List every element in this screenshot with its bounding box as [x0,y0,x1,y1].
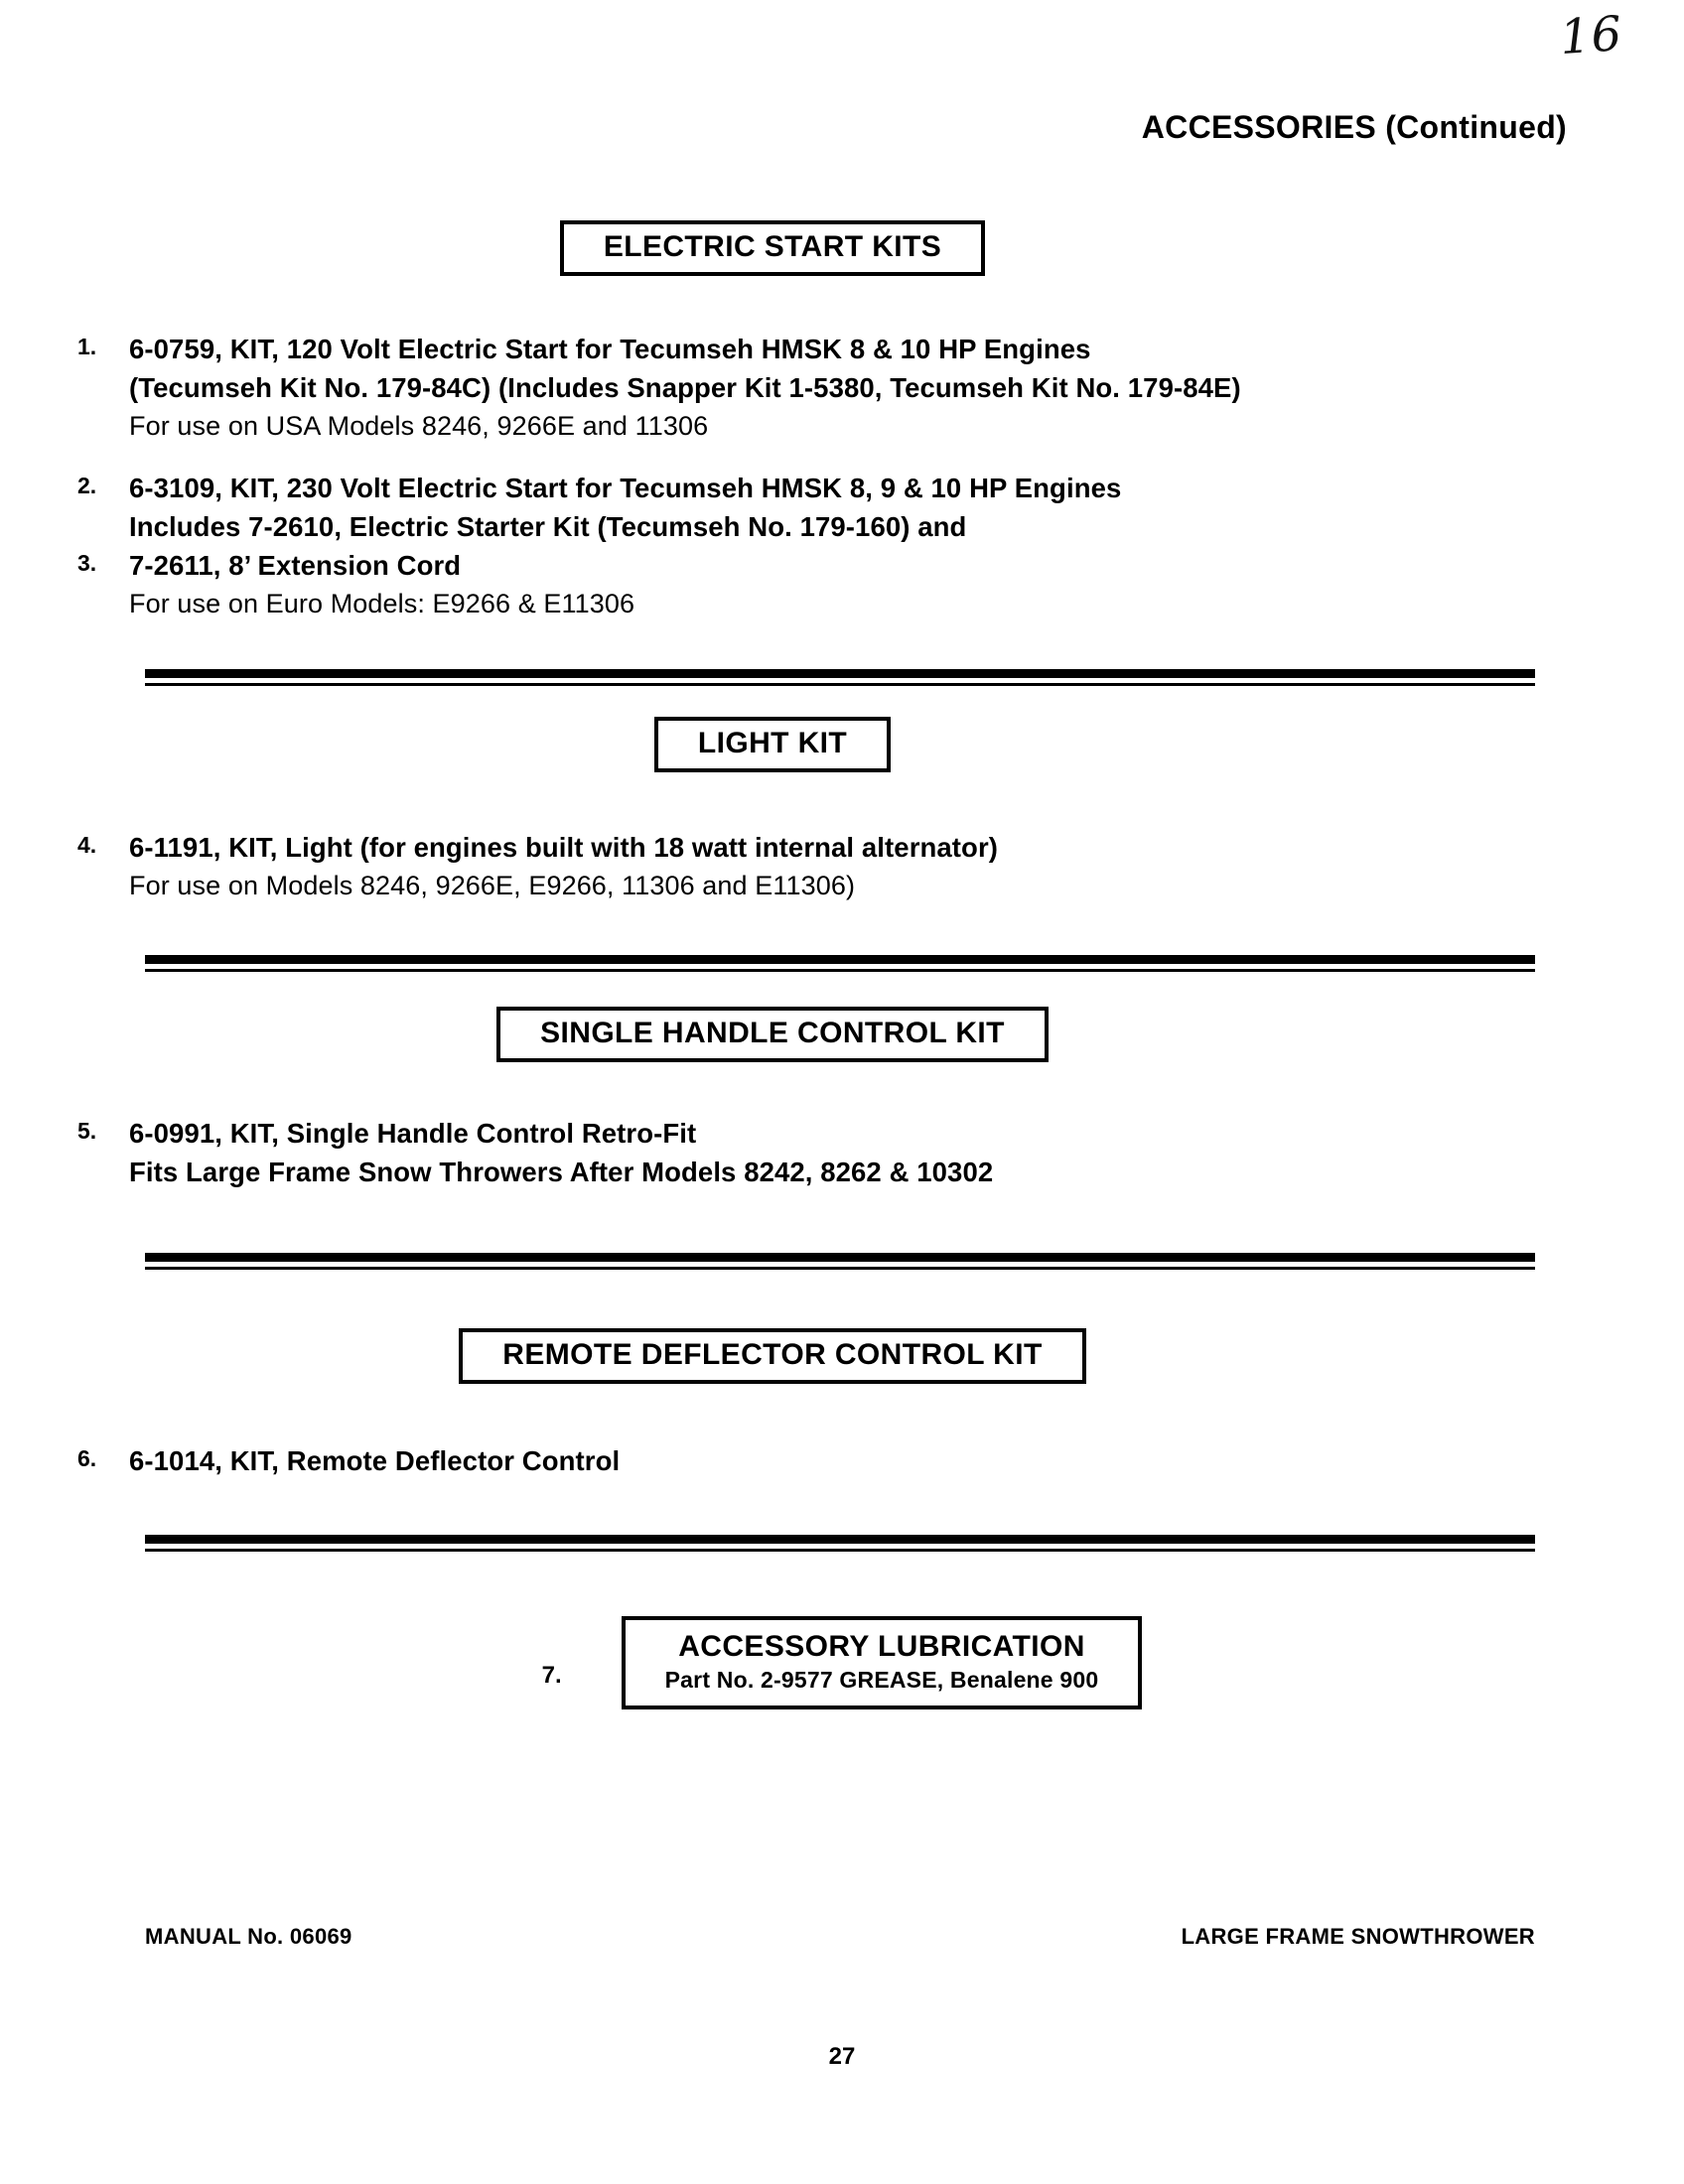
item-body [129,469,1517,546]
item-number: 2. [77,473,97,498]
item-line: 6-1014, KIT, Remote Deflector Control [129,1445,621,1476]
item-line: For use on Models 8246, 9266E, E9266, 11306 and E11306) [129,871,856,901]
section-title-box: LIGHT KIT [654,717,891,772]
item-body [129,1441,1517,1480]
item-number: 1. [77,334,97,359]
item-number: 5. [77,1118,97,1144]
accessory-lubrication-box [622,1616,1143,1709]
item-line: 7-2611, 8’ Extension Cord [129,550,462,581]
page-title: ACCESSORIES (Continued) [1141,109,1567,145]
list-item [77,1114,1517,1191]
divider-bar [145,1253,1535,1262]
item-line: (Tecumseh Kit No. 179-84C) (Includes Snapper Kit 1-5380, Tecumseh Kit No. 179-84E) [129,372,1241,404]
product-line-label: LARGE FRAME SNOWTHROWER [1181,1924,1535,1949]
accessory-lubrication-part-number: Part No. 2-9577 GREASE, Benalene 900 [664,1667,1099,1693]
list-item [77,330,1517,445]
item-number: 4. [77,832,97,858]
section-divider [145,1535,1535,1552]
accessory-lubrication-block [0,1616,1684,1709]
section-divider [145,955,1535,972]
divider-hairline [145,683,1535,686]
section-header-remote-deflector-control-kit [0,1328,1684,1384]
list-item [77,828,1517,904]
section-title-box: SINGLE HANDLE CONTROL KIT [496,1007,1049,1062]
item-body [129,828,1517,904]
item-line: Includes 7-2610, Electric Starter Kit (Tecumseh No. 179-160) and [129,511,967,543]
item-number: 3. [77,550,97,576]
item-number: 6. [77,1445,97,1471]
list-item [77,1441,1517,1480]
item-line: Fits Large Frame Snow Throwers After Models 8242, 8262 & 10302 [129,1157,994,1188]
item-body [129,1114,1517,1191]
section-divider [145,1253,1535,1270]
divider-hairline [145,969,1535,972]
page-number: 27 [828,2043,856,2070]
accessory-lubrication-title: ACCESSORY LUBRICATION [678,1630,1085,1663]
item-line: 6-0759, KIT, 120 Volt Electric Start for Tecumseh HMSK 8 & 10 HP Engines [129,334,1091,364]
item-line: For use on USA Models 8246, 9266E and 11306 [129,411,709,442]
item-line: 6-0991, KIT, Single Handle Control Retro-Fit [129,1118,697,1149]
list-item [77,469,1517,546]
handwritten-page-mark: 16 [1558,5,1624,67]
item-number: 7. [541,1662,562,1689]
section-header-light-kit [0,717,1684,772]
divider-bar [145,955,1535,964]
section-title-box: ELECTRIC START KITS [560,220,985,276]
divider-hairline [145,1549,1535,1552]
item-body [129,330,1517,445]
divider-hairline [145,1267,1535,1270]
section-title-box: REMOTE DEFLECTOR CONTROL KIT [459,1328,1085,1384]
section-header-electric-start-kits [0,220,1684,276]
divider-bar [145,1535,1535,1544]
item-line: 6-3109, KIT, 230 Volt Electric Start for Tecumseh HMSK 8, 9 & 10 HP Engines [129,473,1122,503]
section-divider [145,669,1535,686]
item-line: For use on Euro Models: E9266 & E11306 [129,589,635,619]
manual-number: MANUAL No. 06069 [145,1924,352,1949]
section-header-single-handle-control-kit [0,1007,1684,1062]
list-item [77,546,1517,622]
item-body [129,546,1517,622]
divider-bar [145,669,1535,678]
page-footer [145,1924,1535,1950]
item-line: 6-1191, KIT, Light (for engines built with 18 watt internal alternator) [129,832,999,863]
